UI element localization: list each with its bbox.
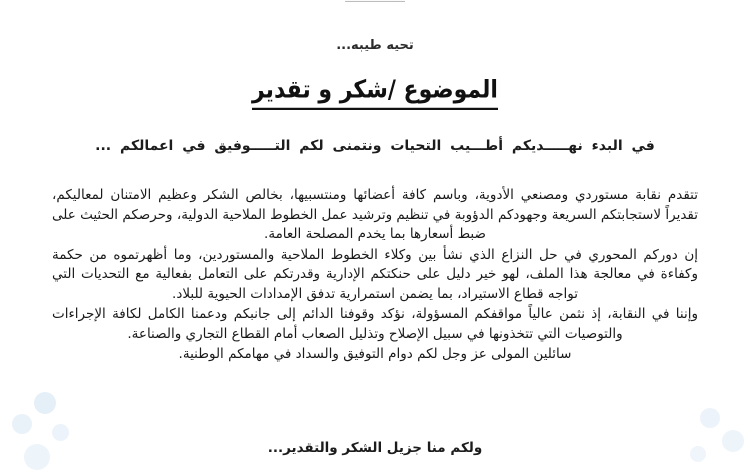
clipped-header-line bbox=[0, 0, 750, 5]
body-paragraph: سائلين المولى عز وجل لكم دوام التوفيق والسداد في مهامكم الوطنية. bbox=[178, 346, 572, 362]
subject-title: الموضوع /شكر و تقدير bbox=[252, 76, 498, 110]
watermark-dot bbox=[12, 414, 32, 434]
body-paragraph: إن دوركم المحوري في حل النزاع الذي نشأ بين وكلاء الخطوط الملاحية والمستوردين، وما أظهرتموه من حكمة وكفاءة في معالجة هذا الملف، لهو خير دليل على حنكتكم الإدارية وقدرتكم على التعامل بفعالية مع التحديات التي تواجه قطاع الاستيراد، بما يضمن استمرارية تدفق الإمدادات الحيوية للبلاد. bbox=[52, 246, 698, 302]
subject-container bbox=[0, 76, 750, 110]
watermark-dot bbox=[52, 424, 69, 441]
watermark-dot bbox=[34, 392, 56, 414]
greeting-line: تحيه طيبه... bbox=[336, 38, 414, 53]
letter-body bbox=[52, 186, 698, 366]
body-paragraph: تتقدم نقابة مستوردي ومصنعي الأدوية، وباسم كافة أعضائها ومنتسبيها، بخالص الشكر وعظيم الامتنان لمعاليكم، تقديراً لاستجابتكم السريعة وجهودكم الدؤوبة في تنظيم وترشيد عمل الخطوط الملاحية الدولية، وحرصكم الحثيث على ضبط أسعارها بما يخدم المصلحة العامة. bbox=[52, 187, 698, 242]
opening-line: في البدء نهـــــديكم أطـــيب التحيات ونتمنى لكم التـــــوفيق في اعمالكم ... bbox=[95, 138, 655, 154]
watermark-dot bbox=[700, 408, 720, 428]
body-paragraph: وإننا في النقابة، إذ نثمن عالياً مواقفكم المسؤولة، نؤكد وقوفنا الدائم إلى جانبكم ودعمنا الكامل لكافة الإجراءات والتوصيات التي تتخذونها في سبيل الإصلاح وتذليل الصعاب أمام القطاع التجاري والصناعة. bbox=[52, 306, 698, 342]
closing-line: ولكم منا جزيل الشكر والتقدير... bbox=[267, 440, 483, 456]
